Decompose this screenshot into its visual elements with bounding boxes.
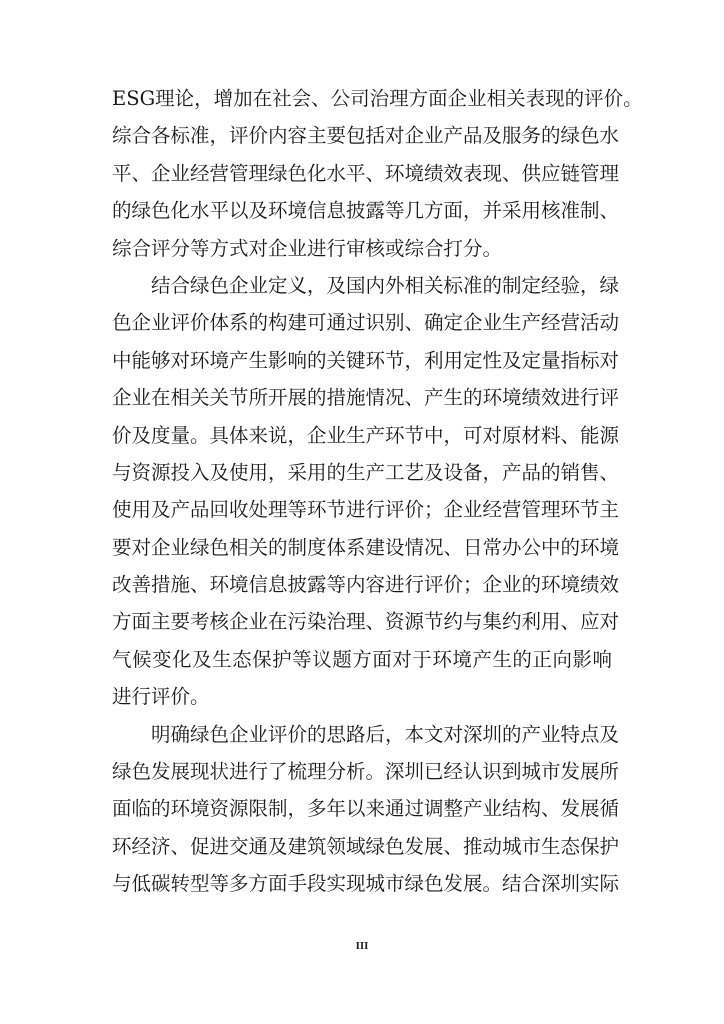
text-line: 明确绿色企业评价的思路后，本文对深圳的产业特点及 xyxy=(151,722,620,746)
text-line: 中能够对环境产生影响的关键环节，利用定性及定量指标对 xyxy=(112,348,620,372)
text-line: 色企业评价体系的构建可通过识别、确定企业生产经营活动 xyxy=(112,311,620,335)
text-line: 面临的环境资源限制，多年以来通过调整产业结构、发展循 xyxy=(112,797,620,821)
text-line: 的绿色化水平以及环境信息披露等几方面，并采用核准制、 xyxy=(112,199,620,223)
text-line: 平、企业经营管理绿色化水平、环境绩效表现、供应链管理 xyxy=(112,161,620,185)
paragraph-3 xyxy=(112,716,620,903)
text-line: 要对企业绿色相关的制度体系建设情况、日常办公中的环境 xyxy=(112,535,620,559)
page-number: III xyxy=(355,940,369,952)
text-line: 使用及产品回收处理等环节进行评价；企业经营管理环节主 xyxy=(112,498,620,522)
text-line: 价及度量。具体来说，企业生产环节中，可对原材料、能源 xyxy=(112,423,620,447)
text-line: 综合各标准，评价内容主要包括对企业产品及服务的绿色水 xyxy=(112,124,620,148)
text-line: 综合评分等方式对企业进行审核或综合打分。 xyxy=(112,236,503,260)
text-line: 与低碳转型等多方面手段实现城市绿色发展。结合深圳实际 xyxy=(112,872,620,896)
paragraph-2 xyxy=(112,267,620,716)
text-line: 结合绿色企业定义，及国内外相关标准的制定经验，绿 xyxy=(151,273,620,297)
text-line: 与资源投入及使用，采用的生产工艺及设备，产品的销售、 xyxy=(112,460,620,484)
text-line: 企业在相关关节所开展的措施情况、产生的环境绩效进行评 xyxy=(112,386,620,410)
text-line: 改善措施、环境信息披露等内容进行评价；企业的环境绩效 xyxy=(112,573,620,597)
text-line: 环经济、促进交通及建筑领域绿色发展、推动城市生态保护 xyxy=(112,834,620,858)
text-line: 进行评价。 xyxy=(112,685,210,709)
text-line: ESG理论，增加在社会、公司治理方面企业相关表现的评价。 xyxy=(112,87,643,110)
document-body xyxy=(112,80,643,903)
paragraph-1 xyxy=(112,80,643,267)
text-line: 气候变化及生态保护等议题方面对于环境产生的正向影响 xyxy=(112,647,612,671)
text-line: 绿色发展现状进行了梳理分析。深圳已经认识到城市发展所 xyxy=(112,760,620,784)
text-line: 方面主要考核企业在污染治理、资源节约与集约利用、应对 xyxy=(112,610,620,634)
